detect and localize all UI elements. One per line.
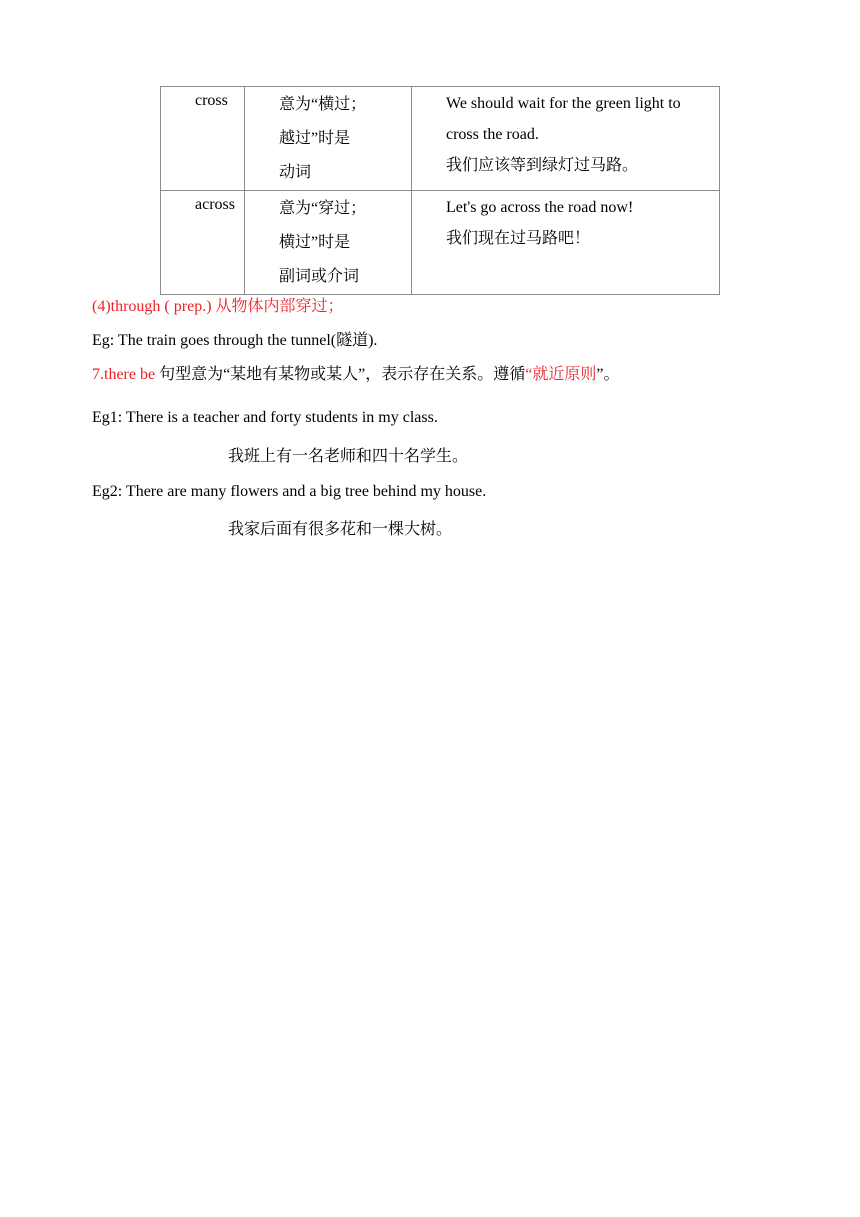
there-be-text-end: ”。 bbox=[596, 366, 620, 383]
meaning-line: 越过”时是 bbox=[279, 130, 351, 147]
table-row bbox=[161, 87, 720, 191]
there-be-text: 句型意为“某地有某物或某人”，表示存在关系。遵循 bbox=[155, 366, 526, 383]
there-be-label: 7.there be bbox=[92, 366, 156, 383]
meaning-line: 副词或介词 bbox=[279, 268, 360, 285]
eg1-english: Eg1: There is a teacher and forty students in my class. bbox=[92, 409, 438, 426]
proximity-rule: “就近原则 bbox=[525, 366, 597, 383]
word-cross: cross bbox=[195, 92, 228, 109]
example-zh: 我们现在过马路吧！ bbox=[446, 230, 591, 247]
example-zh: 我们应该等到绿灯过马路。 bbox=[446, 157, 639, 174]
through-heading: (4)through ( prep.) 从物体内部穿过； bbox=[92, 298, 344, 315]
example-en-line: cross the road. bbox=[446, 126, 539, 143]
example-en-line: Let's go across the road now! bbox=[446, 199, 634, 216]
there-be-rule bbox=[92, 364, 620, 386]
table-row bbox=[161, 191, 720, 295]
meaning-line: 横过”时是 bbox=[279, 234, 351, 251]
meaning-line: 意为“横过； bbox=[279, 96, 367, 113]
word-cell bbox=[161, 87, 245, 191]
word-cell bbox=[161, 191, 245, 295]
eg2-english: Eg2: There are many flowers and a big tree behind my house. bbox=[92, 483, 487, 500]
vocab-comparison-table bbox=[160, 86, 720, 295]
through-example: Eg: The train goes through the tunnel(隧道). bbox=[92, 332, 378, 349]
example-en-line: We should wait for the green light to bbox=[446, 95, 681, 112]
example-cell bbox=[412, 87, 720, 191]
eg1-chinese: 我班上有一名老师和四十名学生。 bbox=[228, 448, 469, 465]
word-across: across bbox=[195, 196, 235, 213]
meaning-line: 动词 bbox=[279, 164, 312, 181]
eg2-chinese: 我家后面有很多花和一棵大树。 bbox=[228, 521, 453, 538]
meaning-cell bbox=[245, 191, 412, 295]
meaning-cell bbox=[245, 87, 412, 191]
meaning-line: 意为“穿过； bbox=[279, 200, 367, 217]
example-cell bbox=[412, 191, 720, 295]
